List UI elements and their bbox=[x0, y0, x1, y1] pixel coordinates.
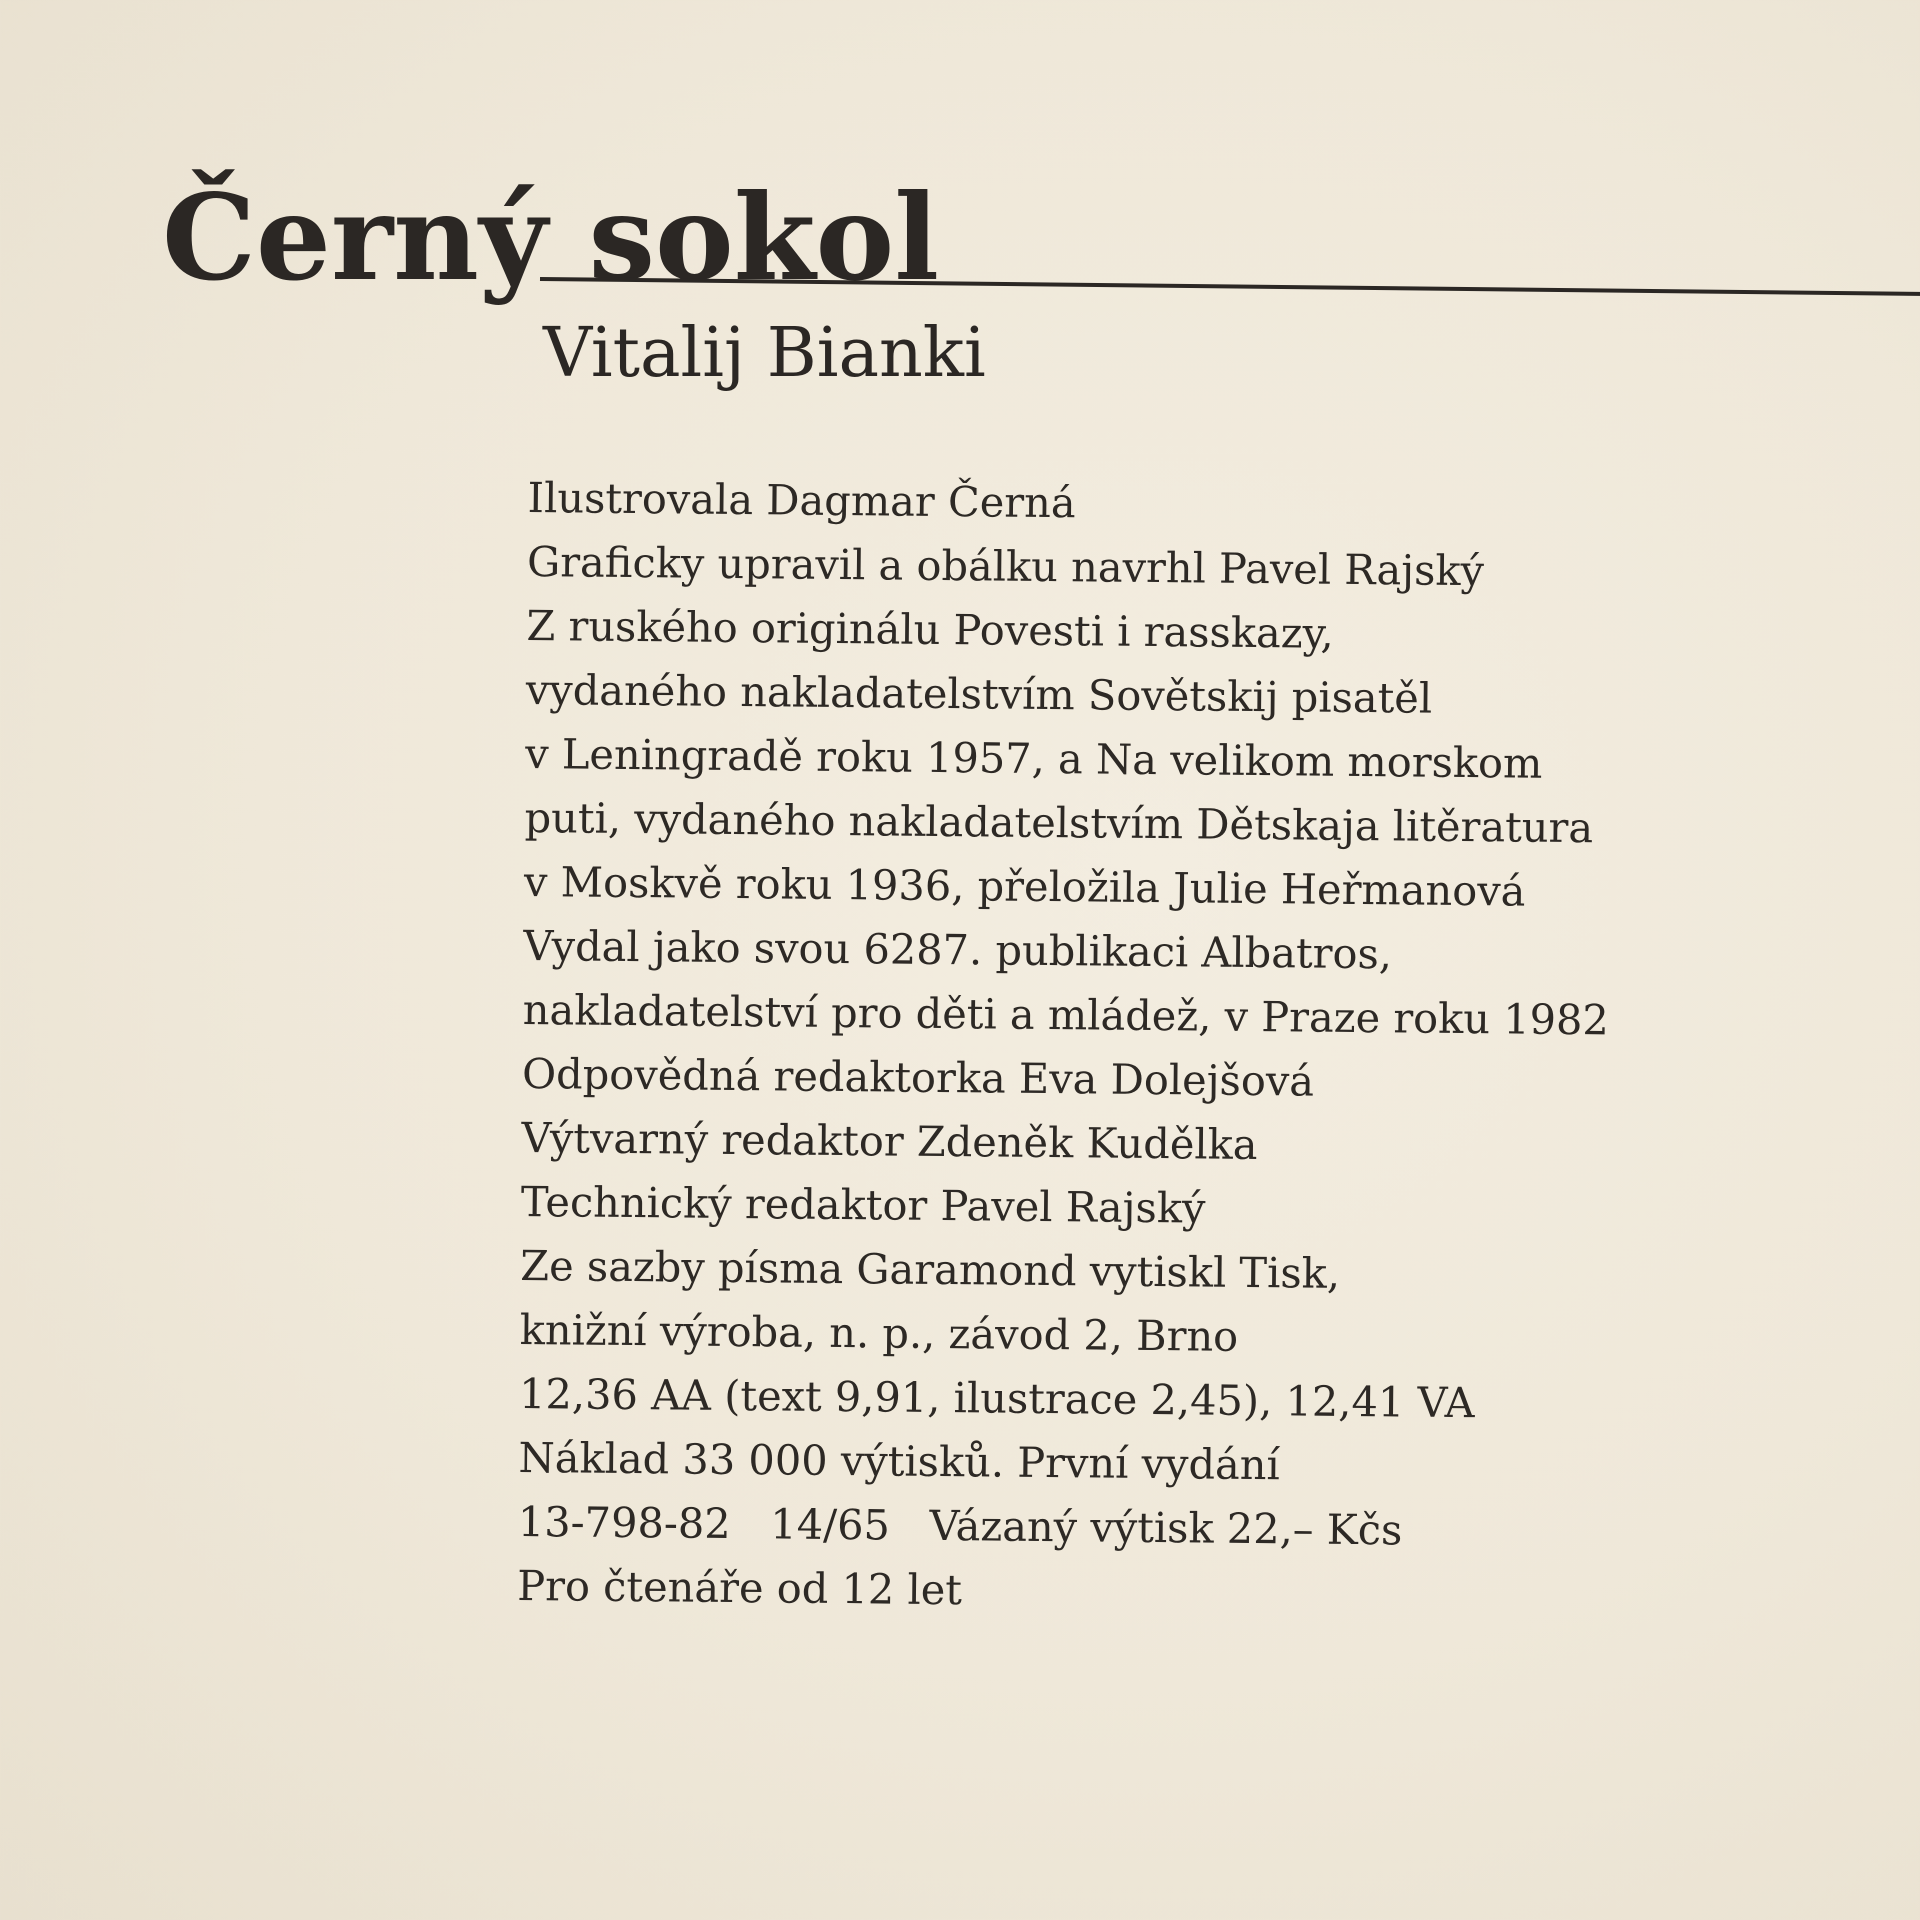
colophon-line: vydaného nakladatelstvím Sovětskij pisatěl bbox=[525, 664, 1433, 723]
colophon-line: Pro čtenáře od 12 let bbox=[517, 1560, 963, 1615]
book-title: Černý sokol bbox=[162, 168, 940, 308]
colophon-line: Výtvarný redaktor Zdeněk Kudělka bbox=[521, 1112, 1258, 1170]
colophon-line: puti, vydaného nakladatelstvím Dětskaja litěratura bbox=[524, 792, 1594, 853]
colophon-line: v Leningradě roku 1957, a Na velikom morskom bbox=[525, 728, 1543, 788]
colophon-line: Ilustrovala Dagmar Černá bbox=[527, 472, 1076, 528]
colophon-line: 12,36 AA (text 9,91, ilustrace 2,45), 12,41 VA bbox=[518, 1368, 1475, 1428]
colophon-line: Z ruského originálu Povesti i rasskazy, bbox=[526, 600, 1334, 658]
colophon-line: v Moskvě roku 1936, přeložila Julie Heřmanová bbox=[523, 856, 1526, 916]
colophon-line: Graficky upravil a obálku navrhl Pavel Rajský bbox=[526, 536, 1485, 596]
colophon-line: Technický redaktor Pavel Rajský bbox=[520, 1176, 1206, 1233]
colophon-line: Náklad 33 000 výtisků. První vydání bbox=[518, 1432, 1281, 1490]
colophon-line: Odpovědná redaktorka Eva Dolejšová bbox=[521, 1048, 1315, 1106]
colophon bbox=[517, 466, 1614, 1628]
colophon-line: Ze sazby písma Garamond vytiskl Tisk, bbox=[520, 1240, 1341, 1298]
colophon-line: Vydal jako svou 6287. publikaci Albatros, bbox=[523, 920, 1393, 979]
colophon-line: 13-798-82 14/65 Vázaný výtisk 22,– Kčs bbox=[517, 1496, 1403, 1555]
colophon-line: knižní výroba, n. p., závod 2, Brno bbox=[519, 1304, 1239, 1361]
book-author: Vitalij Bianki bbox=[543, 314, 986, 393]
colophon-line: nakladatelství pro děti a mládež, v Praze roku 1982 bbox=[522, 984, 1610, 1045]
